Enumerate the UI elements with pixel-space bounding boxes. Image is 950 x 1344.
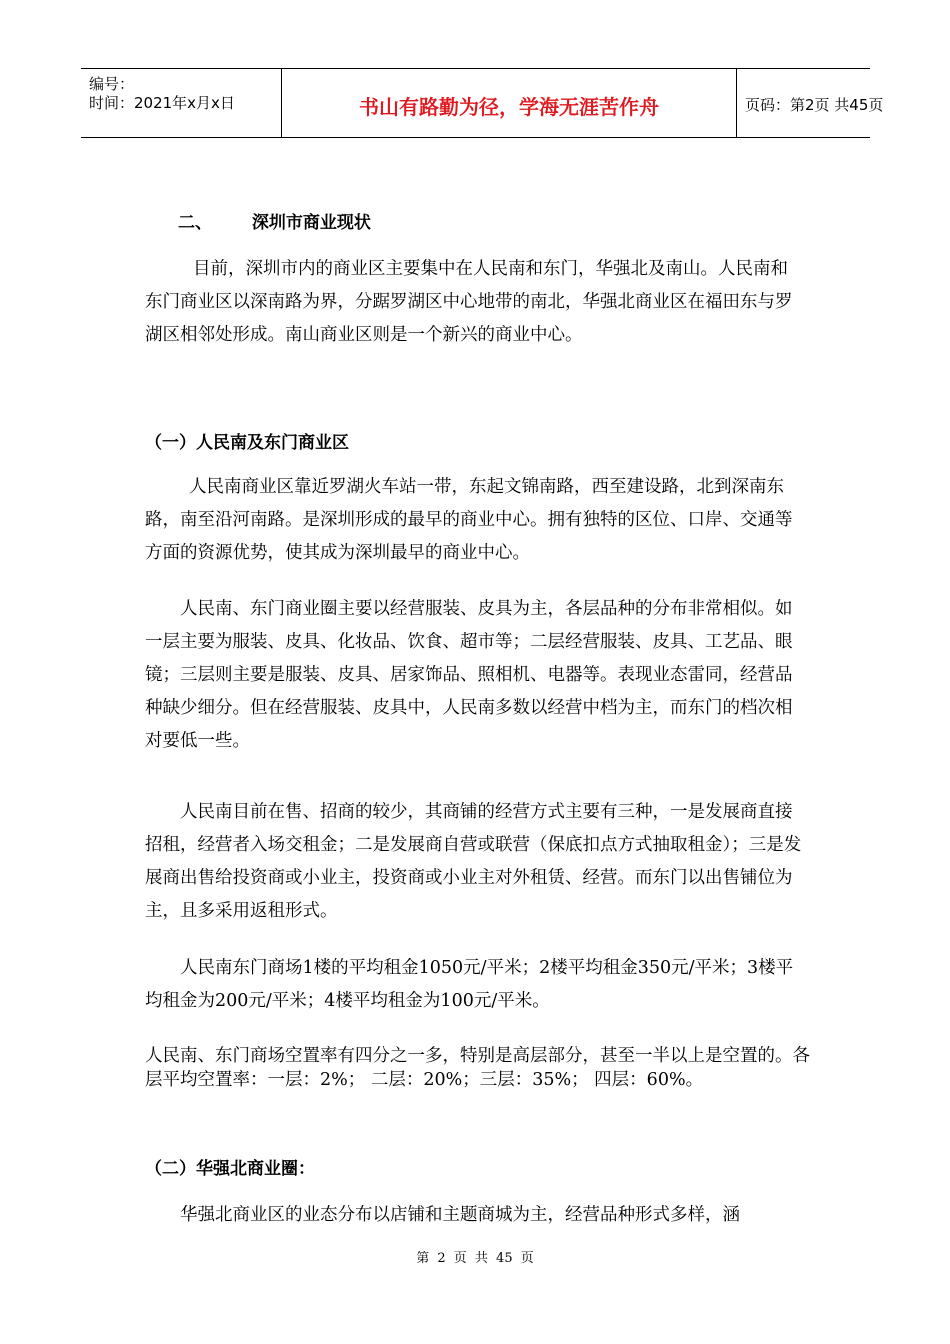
sub1-paragraph-3 xyxy=(145,796,805,928)
header-page-cell xyxy=(736,69,884,137)
sub1-paragraph-1 xyxy=(145,471,805,570)
header-table xyxy=(81,68,884,138)
header-time: 时间：2021年x月x日 xyxy=(89,94,235,112)
section-number: 二、 xyxy=(178,213,212,233)
sub1-paragraph-4 xyxy=(145,952,805,1018)
sub1-p4-text: 人民南东门商场1楼的平均租金1050元/平米；2楼平均租金350元/平米；3楼平均租金为200元/平米；4楼平均租金为100元/平米。 xyxy=(145,958,794,1011)
sub2-heading: （二）华强北商业圈： xyxy=(145,1159,315,1179)
sub1-p2-text: 人民南、东门商业圈主要以经营服装、皮具为主，各层品种的分布非常相似。如一层主要为服装、皮具、化妆品、饮食、超市等；二层经营服装、皮具、工艺品、眼镜；三层则主要是服装、皮具、居家饰品、照相机、电器等。表现业态雷同，经营品种缺少细分。但在经营服装、皮具中，人民南多数以经营中档为主，而东门的档次相对要低一些。 xyxy=(145,599,793,751)
sub1-paragraph-2 xyxy=(145,593,805,758)
header-page-label: 页码：第2页 共45页 xyxy=(745,96,884,114)
section-intro-text: 目前，深圳市内的商业区主要集中在人民南和东门，华强北及南山。人民南和东门商业区以深南路为界，分踞罗湖区中心地带的南北，华强北商业区在福田东与罗湖区相邻处形成。南山商业区则是一个新兴的商业中心。 xyxy=(145,259,793,345)
header-motto-cell xyxy=(281,69,737,137)
sub2-p1-text: 华强北商业区的业态分布以店铺和主题商城为主，经营品种形式多样，涵 xyxy=(180,1205,740,1225)
sub2-paragraph-1 xyxy=(145,1199,810,1232)
sub1-heading: （一）人民南及东门商业区 xyxy=(145,433,349,453)
sub1-paragraph-5: 人民南、东门商场空置率有四分之一多，特别是高层部分，甚至一半以上是空置的。各层平均空置率：一层：2%； 二层：20%；三层：35%； 四层：60%。 xyxy=(145,1046,810,1090)
header-number: 编号： xyxy=(89,75,135,93)
page-footer: 第 2 页 共 45 页 xyxy=(416,1251,534,1266)
section-heading xyxy=(178,208,371,233)
section-title: 深圳市商业现状 xyxy=(251,213,371,233)
section-intro xyxy=(145,253,805,352)
sub1-p1-text: 人民南商业区靠近罗湖火车站一带，东起文锦南路，西至建设路，北到深南东路，南至沿河南路。是深圳形成的最早的商业中心。拥有独特的区位、口岸、交通等方面的资源优势，使其成为深圳最早的商业中心。 xyxy=(145,477,793,563)
sub1-p3-text: 人民南目前在售、招商的较少，其商铺的经营方式主要有三种，一是发展商直接招租，经营者入场交租金；二是发展商自营或联营（保底扣点方式抽取租金）；三是发展商出售给投资商或小业主，投资商或小业主对外租赁、经营。而东门以出售铺位为主，且多采用返租形式。 xyxy=(145,802,802,921)
header-motto: 书山有路勤为径，学海无涯苦作舟 xyxy=(359,95,659,119)
header-meta-cell xyxy=(81,69,281,137)
